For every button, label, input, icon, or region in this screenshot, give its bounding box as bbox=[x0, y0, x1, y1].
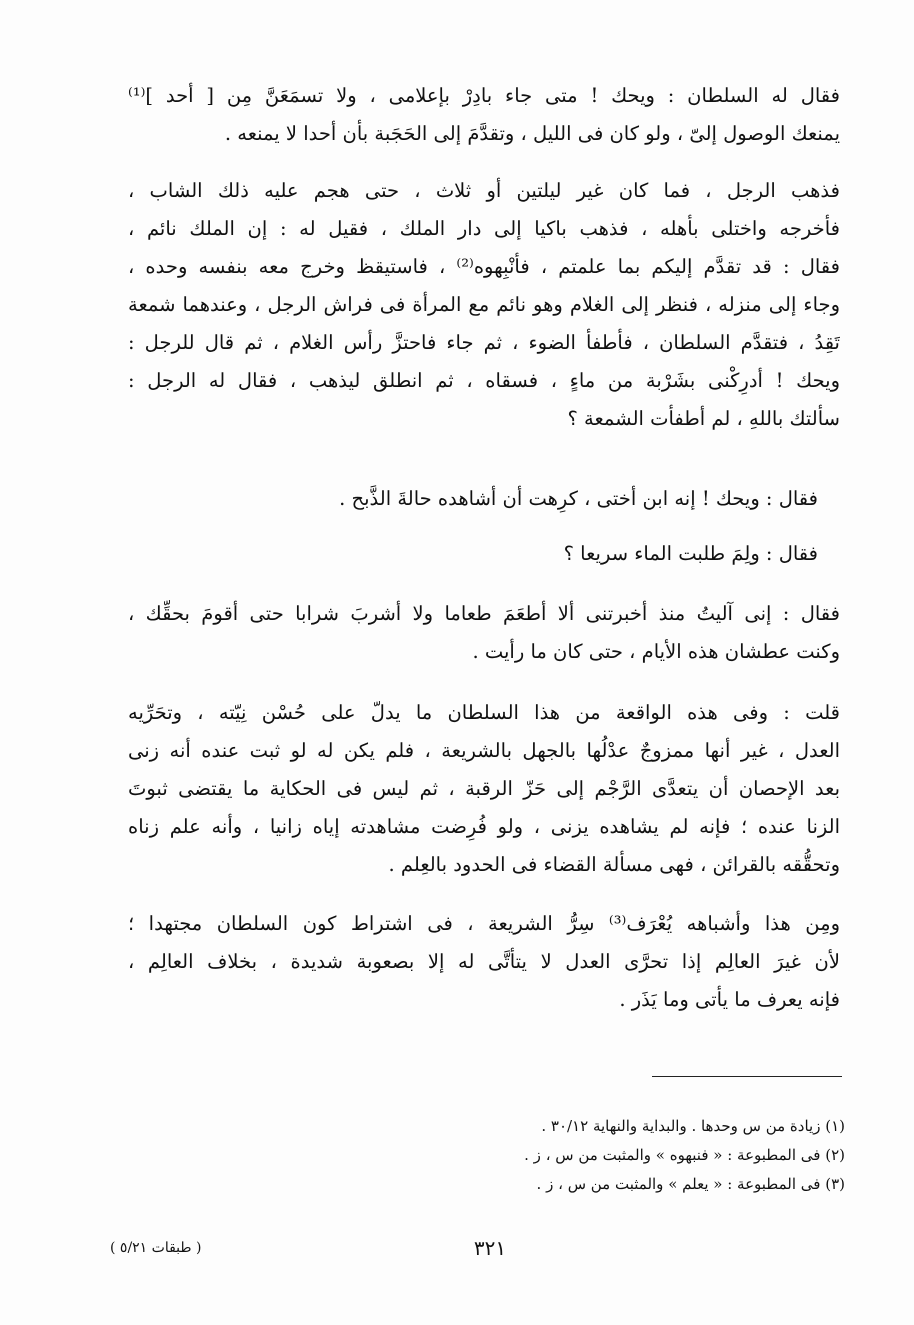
paragraph-4 bbox=[128, 535, 840, 573]
text-line: تَقِدُ ، فتقدَّم السلطان ، فأطفأ الضوء ، ثم جاء فاحتزَّ رأس الغلام ، ثم قال للرجل : bbox=[128, 331, 840, 354]
text-line: قلت : وفى هذه الواقعة من هذا السلطان ما يدلّ على حُسْن نِيّته ، وتحَرِّيه bbox=[128, 701, 840, 724]
footnotes bbox=[300, 1112, 845, 1199]
text-line: فقال : ولِمَ طلبت الماء سريعا ؟ bbox=[563, 542, 818, 565]
printer-signature: ( طبقات ٥/٢١ ) bbox=[110, 1240, 202, 1256]
paragraph-1 bbox=[128, 77, 840, 153]
text-line: لأن غيرَ العالِم إذا تحرَّى العدل لا يتأتَّى له إلا بصعوبة شديدة ، بخلاف العالِم ، bbox=[128, 950, 840, 973]
text-line: فإنه يعرف ما يأتى وما يَذَر . bbox=[619, 988, 840, 1011]
text-line: فقال : ويحك ! إنه ابن أختى ، كرِهت أن أشاهده حالةَ الذَّبح . bbox=[339, 487, 818, 510]
paragraph-6 bbox=[128, 694, 840, 884]
text-line: ويحك ! أدرِكْنى بشَرْبة من ماءٍ ، فسقاه ، ثم انطلق ليذهب ، فقال له الرجل : bbox=[128, 369, 840, 392]
text-line: وتحقُّقه بالقرائن ، فهى مسألة القضاء فى الحدود بالعِلم . bbox=[388, 853, 840, 876]
paragraph-3 bbox=[128, 480, 840, 518]
text-line: العدل ، غير أنها ممزوجٌ عدْلُها بالجهل بالشريعة ، فلم يكن له لو ثبت عنده أنه زنى bbox=[128, 739, 840, 762]
text-line: فقال له السلطان : ويحك ! متى جاء بادِرْ بإعلامى ، ولا تسمَعَنَّ مِن [ أحد ]⁽¹⁾ bbox=[128, 84, 840, 107]
paragraph-5 bbox=[128, 595, 840, 671]
text-line: وجاء إلى منزله ، فنظر إلى الغلام وهو نائم مع المرأة فى فراش الرجل ، وعندهما شمعة bbox=[128, 293, 840, 316]
text-line: ومِن هذا وأشباهه يُعْرَف⁽³⁾ سِرُّ الشريعة ، فى اشتراط كون السلطان مجتهدا ؛ bbox=[128, 912, 840, 935]
footnote-item: (٢) فى المطبوعة : « فنبهوه » والمثبت من س ، ز . bbox=[524, 1146, 845, 1164]
footnote-item: (٣) فى المطبوعة : « يعلم » والمثبت من س ، ز . bbox=[536, 1175, 845, 1193]
text-line: وكنت عطشان هذه الأيام ، حتى كان ما رأيت . bbox=[472, 640, 840, 663]
text-line: فأخرجه واختلى بأهله ، فذهب باكيا إلى دار الملك ، فقيل له : إن الملك نائم ، bbox=[128, 217, 840, 240]
text-line: بعد الإحصان أن يتعدَّى الرَّجْم إلى حَزّ الرقبة ، ثم ليس فى الحكاية ما يقتضى ثبوتَ bbox=[128, 777, 840, 800]
paragraph-2 bbox=[128, 172, 840, 438]
text-line: فقال : إنى آليتُ منذ أخبرتنى ألا أطعَمَ طعاما ولا أشربَ شرابا حتى أقومَ بحقِّك ، bbox=[128, 602, 840, 625]
text-line: فقال : قد تقدَّم إليكم بما علمتم ، فأنْبِهوه⁽²⁾ ، فاستيقظ وخرج معه بنفسه وحده ، bbox=[128, 255, 840, 278]
footnote-item: (١) زيادة من س وحدها . والبداية والنهاية ٣٠/١٢ . bbox=[541, 1117, 845, 1135]
text-line: فذهب الرجل ، فما كان غير ليلتين أو ثلاث ، حتى هجم عليه ذلك الشاب ، bbox=[128, 179, 840, 202]
paragraph-7 bbox=[128, 905, 840, 1019]
footnote-separator bbox=[652, 1076, 842, 1077]
text-line: الزنا عنده ؛ فإنه لم يشاهده يزنى ، ولو فُرِضت مشاهدته إياه زانيا ، وأنه علم زناه bbox=[128, 815, 840, 838]
text-line: يمنعك الوصول إلىّ ، ولو كان فى الليل ، وتقدَّمَ إلى الحَجَبة بأن أحدا لا يمنعه . bbox=[224, 122, 840, 145]
text-line: سألتك باللهِ ، لم أطفأت الشمعة ؟ bbox=[567, 407, 840, 430]
page-number: ٣٢١ bbox=[473, 1236, 507, 1260]
